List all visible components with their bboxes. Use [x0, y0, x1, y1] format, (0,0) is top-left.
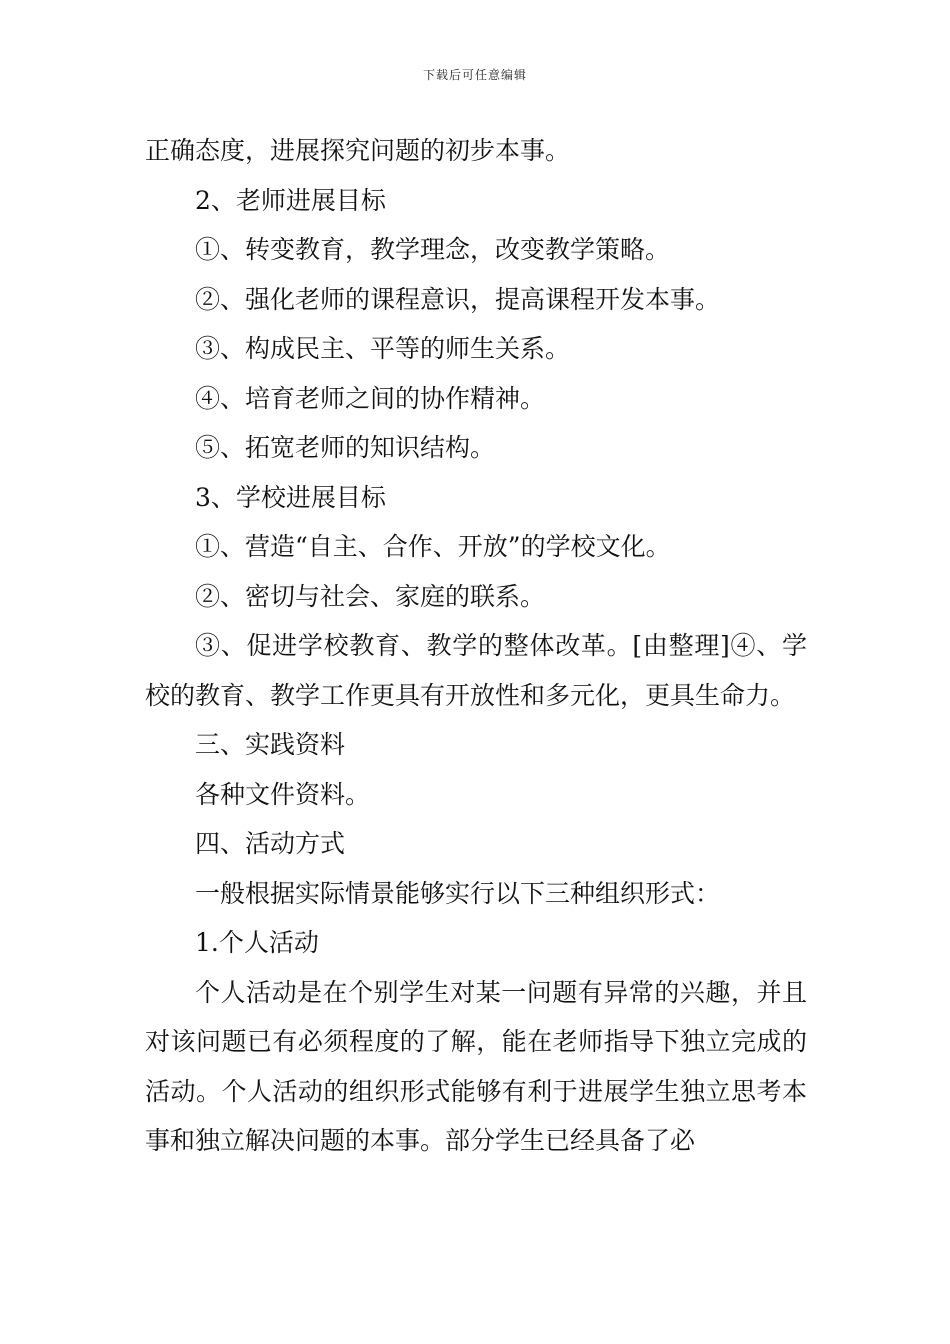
- paragraph: ④、培育老师之间的协作精神。: [195, 383, 546, 413]
- paragraph: 四、活动方式: [195, 829, 346, 858]
- paragraph: ③、促进学校教育、教学的整体改革。[由整理]④、学校的教育、教学工作更具有开放性和多元化，更具生命力。: [145, 631, 807, 710]
- paragraph: ①、转变教育，教学理念，改变教学策略。: [195, 235, 671, 264]
- paragraph: ③、构成民主、平等的师生关系。: [195, 334, 571, 363]
- paragraph: 各种文件资料。: [195, 779, 371, 809]
- paragraph: 1.个人活动: [195, 928, 319, 957]
- paragraph: 3、学校进展目标: [195, 482, 386, 512]
- paragraph: 三、实践资料: [195, 730, 346, 759]
- paragraph: 正确态度，进展探究问题的初步本事。: [145, 136, 571, 165]
- page-header: 下载后可任意编辑: [422, 68, 527, 82]
- paragraph: 2、老师进展目标: [195, 185, 386, 215]
- paragraph: 一般根据实际情景能够实行以下三种组织形式：: [195, 878, 721, 908]
- paragraph: ②、密切与社会、家庭的联系。: [195, 581, 546, 611]
- document-body: [145, 126, 807, 1166]
- paragraph: ②、强化老师的课程意识，提高课程开发本事。: [195, 284, 721, 314]
- paragraph: ①、营造“自主、合作、开放”的学校文化。: [195, 532, 671, 561]
- paragraph: ⑤、拓宽老师的知识结构。: [195, 433, 496, 462]
- paragraph: 个人活动是在个别学生对某一问题有异常的兴趣，并且对该问题已有必须程度的了解，能在老师指导下独立完成的活动。个人活动的组织形式能够有利于进展学生独立思考本事和独立解决问题的本事。部分学生已经具备了必: [145, 977, 807, 1155]
